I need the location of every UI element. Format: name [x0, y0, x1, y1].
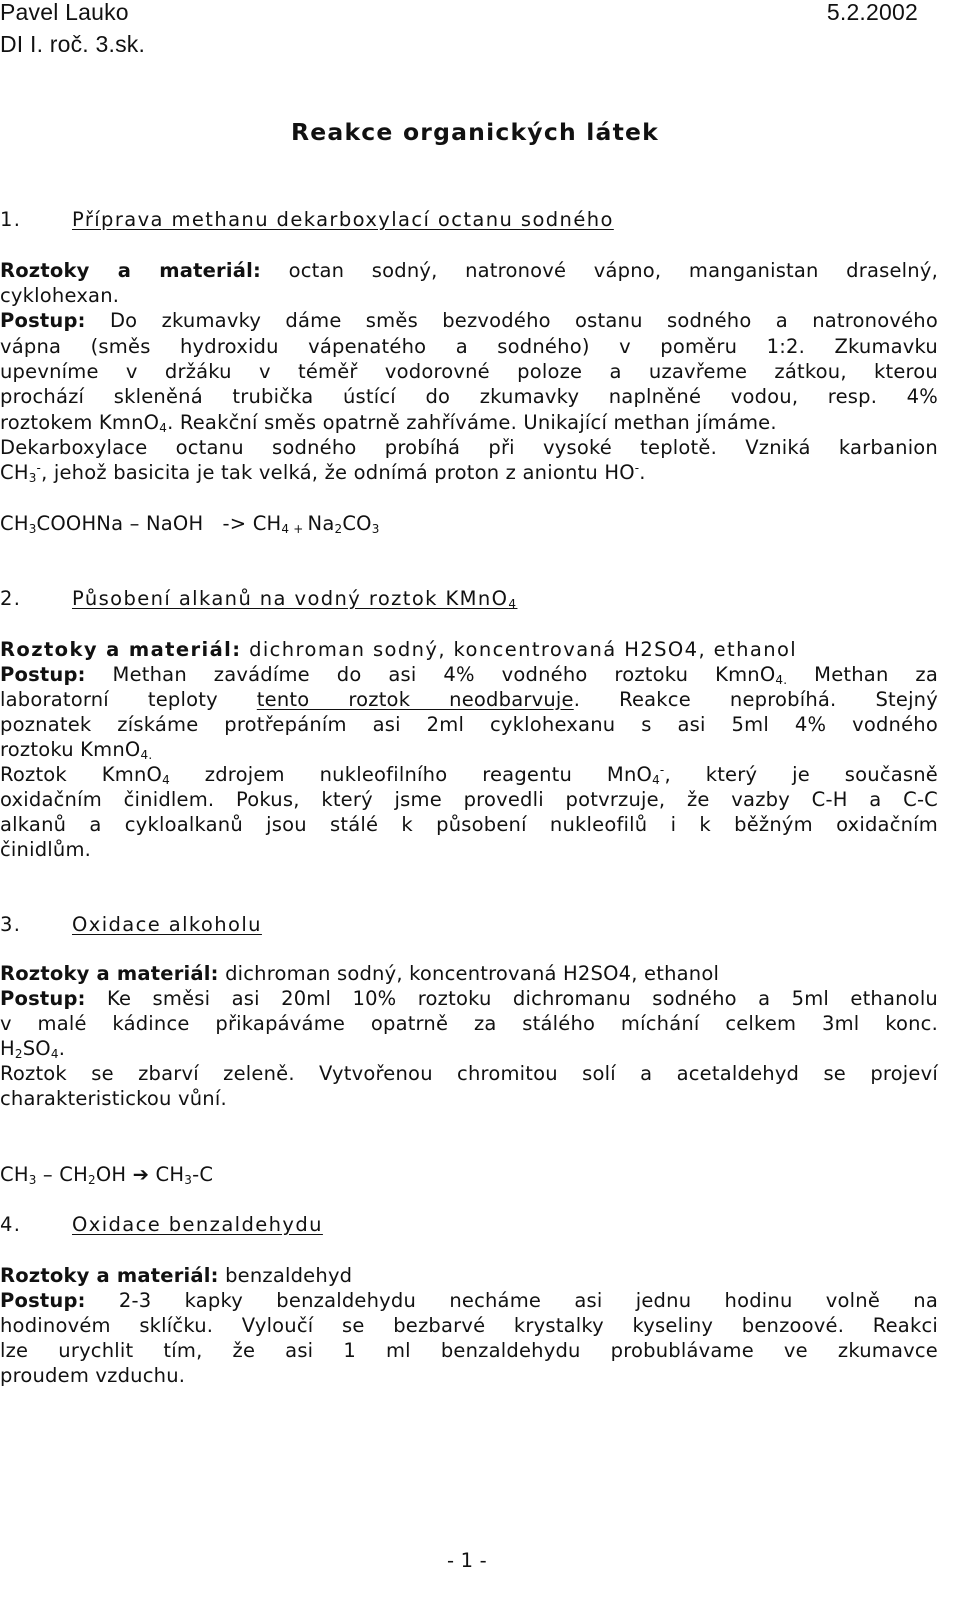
- section-2-text-line: oxidačním činidlem. Pokus, který jsme provedli potvrzuje, že vazby C-H a C-C: [0, 788, 938, 811]
- section-1-text-line: vápna (směs hydroxidu vápenatého a sodného) v poměru 1:2. Zkumavku: [0, 335, 938, 358]
- section-2-text-line: alkanů a cykloalkanů jsou stálé k působení nukleofilů i k běžným oxidačním: [0, 813, 938, 836]
- section-1-text-line: upevníme v držáku v téměř vodorovné poloze a uzavřeme zátkou, kterou: [0, 360, 938, 383]
- section-2-text-line: laboratorní teploty tento roztok neodbarvuje. Reakce neprobíhá. Stejný: [0, 688, 938, 711]
- section-4-heading: 4. Oxidace benzaldehydu: [0, 1213, 323, 1236]
- section-2-text-line: roztoku KmnO$_{4.}$: [0, 738, 153, 762]
- document-date: 5.2.2002: [826, 0, 918, 25]
- section-3-materials: Roztoky a materiál: dichroman sodný, koncentrovaná H2SO4, ethanol: [0, 962, 720, 985]
- page-number: - 1 -: [447, 1549, 487, 1572]
- section-3-text-line: $H_2SO_4$.: [0, 1037, 66, 1061]
- section-3-text-line: v malé kádince přikapáváme opatrně za stálého míchání celkem 3ml konc.: [0, 1012, 938, 1035]
- author-name: Pavel Lauko: [0, 0, 129, 25]
- section-2-procedure: Postup: Methan zavádíme do asi 4% vodného roztoku KmnO$_{4.}$ Methan za: [0, 663, 938, 687]
- section-2-text-line: poznatek získáme protřepáním asi 2ml cyklohexanu s asi 5ml 4% vodného: [0, 713, 938, 736]
- section-1-text-line: prochází skleněná trubička ústící do zkumavky naplněné vodou, resp. 4%: [0, 385, 938, 408]
- author-line: [0, 0, 938, 26]
- section-1-equation: $CH_3COOHNa$ – NaOH -> $CH_4$ $_+$ $Na_2CO_3$: [0, 512, 380, 536]
- section-1-text-line: Dekarboxylace octanu sodného probíhá při vysoké teplotě. Vzniká karbanion: [0, 436, 938, 459]
- section-2-materials: Roztoky a materiál: dichroman sodný, koncentrovaná H2SO4, ethanol: [0, 638, 798, 661]
- section-3-procedure: Postup: Ke směsi asi 20ml 10% roztoku dichromanu sodného a 5ml ethanolu: [0, 987, 938, 1010]
- section-4-text-line: hodinovém sklíčku. Vyloučí se bezbarvé krystalky kyseliny benzoové. Reakci: [0, 1314, 938, 1337]
- section-1-text-line: roztokem KmnO$_4$. Reakční směs opatrně zahříváme. Unikající methan jímáme.: [0, 411, 777, 435]
- section-3-equation: $CH_3 - CH_2OH$ ➔ $CH_3-C$: [0, 1163, 214, 1187]
- section-2-text-line: činidlům.: [0, 838, 92, 861]
- section-2-text-line: Roztok KmnO$_4$ zdrojem nukleofilního reagentu MnO$_4$-, který je současně: [0, 763, 939, 787]
- page-title: Reakce organických látek: [290, 118, 659, 146]
- class-line: DI I. roč. 3.sk.: [0, 31, 146, 57]
- section-4-materials: Roztoky a materiál: benzaldehyd: [0, 1264, 353, 1287]
- section-1-heading: 1. Příprava methanu dekarboxylací octanu sodného: [0, 208, 614, 231]
- section-3-text-line: Roztok se zbarví zeleně. Vytvořenou chromitou solí a acetaldehyd se projeví: [0, 1062, 938, 1085]
- section-1-procedure: Postup: Do zkumavky dáme směs bezvodého ostanu sodného a natronového: [0, 309, 938, 332]
- section-4-text-line: lze urychlit tím, že asi 1 ml benzaldehydu probublávame ve zkumavce: [0, 1339, 938, 1362]
- section-1-text-line: $CH_3^-$, jehož basicita je tak velká, že odnímá proton z aniontu HO-.: [0, 461, 646, 485]
- section-3-heading: 3. Oxidace alkoholu: [0, 913, 262, 936]
- section-4-text-line: proudem vzduchu.: [0, 1364, 186, 1387]
- section-1-materials-cont: cyklohexan.: [0, 284, 120, 307]
- section-4-procedure: Postup: 2-3 kapky benzaldehydu necháme asi jednu hodinu volně na: [0, 1289, 938, 1312]
- section-3-text-line: charakteristickou vůní.: [0, 1087, 227, 1110]
- section-1-materials: Roztoky a materiál: octan sodný, natronové vápno, manganistan draselný,: [0, 259, 938, 282]
- section-2-heading: 2. Působení alkanů na vodný roztok KMnO$_4$: [0, 587, 518, 611]
